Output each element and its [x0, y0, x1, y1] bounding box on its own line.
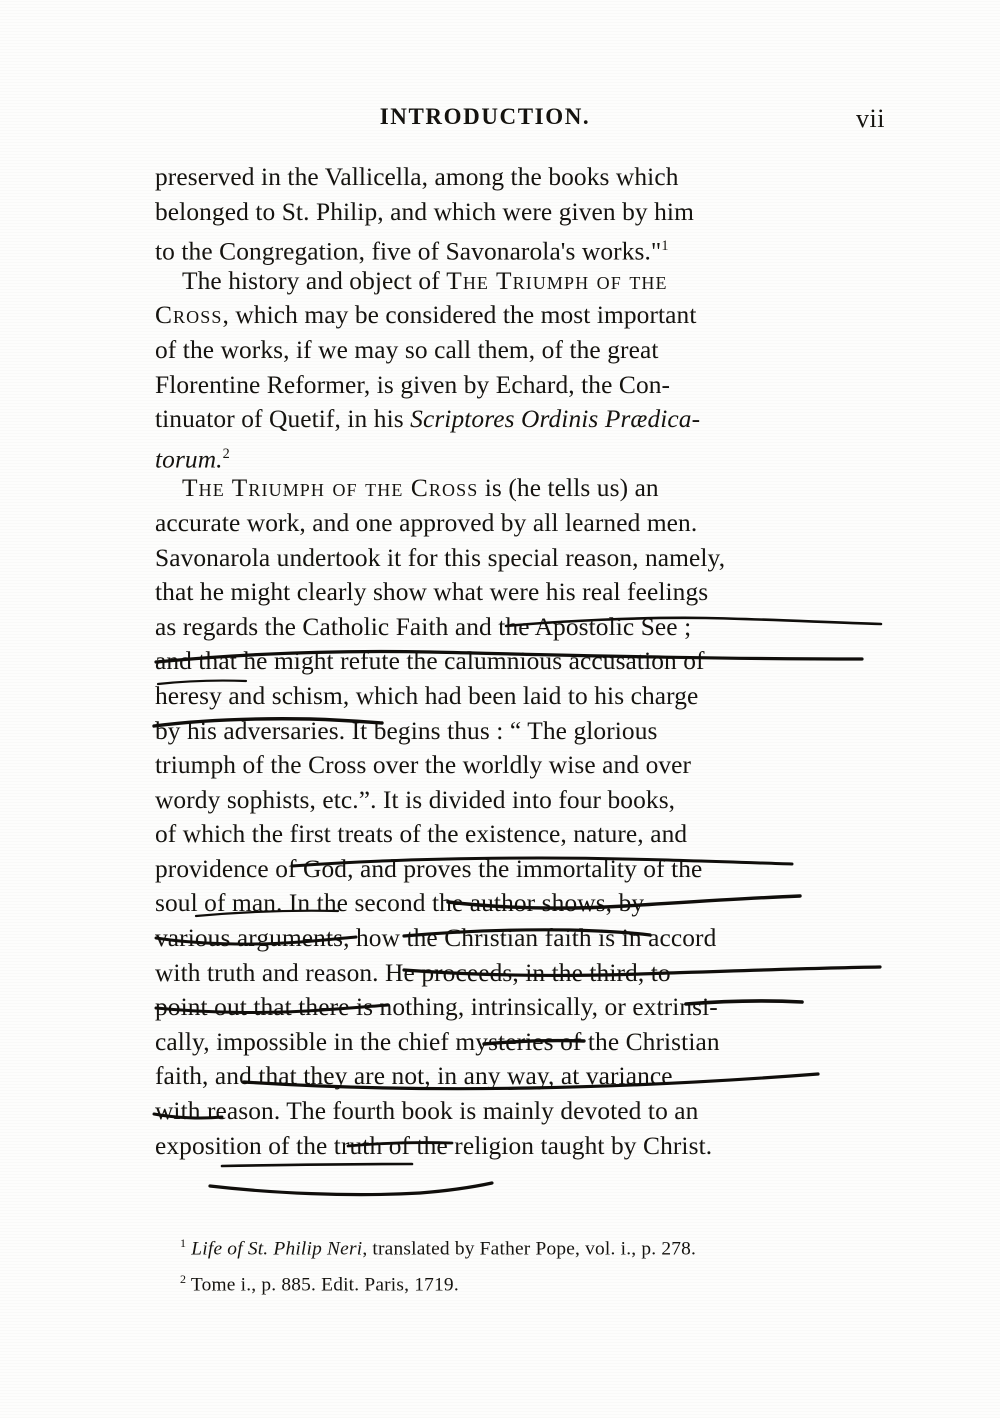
- text-line: [155, 679, 882, 714]
- text-line: [155, 160, 882, 195]
- text-run: accurate work, and one approved by all learned men.: [155, 508, 698, 537]
- text-line: [155, 748, 882, 783]
- running-head: [155, 104, 885, 138]
- text-line: [155, 783, 882, 818]
- text-run: faith, and that they are not, in any way, at variance: [155, 1062, 673, 1091]
- footnote-text: , translated by Father Pope, vol. i., p. 278.: [362, 1238, 697, 1260]
- text-line: [155, 817, 882, 852]
- text-line: [155, 990, 882, 1025]
- text-line: [155, 852, 882, 887]
- text-run: of the works, if we may so call them, of the great: [155, 335, 659, 364]
- footnote-2: [180, 1264, 900, 1300]
- footnote-reference: 2: [222, 445, 230, 462]
- text-run: providence of God, and proves the immortality of the: [155, 854, 703, 883]
- text-run: as regards the Catholic Faith and the Apostolic See ;: [155, 612, 692, 641]
- text-line: [155, 506, 882, 541]
- italic-title: Scriptores Ordinis Prædica-: [410, 405, 701, 434]
- text-run: by his adversaries. It begins thus : “ The glorious: [155, 716, 658, 745]
- text-line: [155, 714, 882, 749]
- text-run: belonged to St. Philip, and which were given by him: [155, 197, 694, 226]
- footnote-reference: 1: [661, 238, 669, 255]
- text-run: , which may be considered the most important: [222, 301, 697, 330]
- text-line: [155, 541, 882, 576]
- italic-title: torum.: [155, 445, 223, 474]
- text-line: [155, 298, 882, 333]
- text-line: [155, 368, 882, 403]
- text-run: heresy and schism, which had been laid to his charge: [155, 681, 699, 710]
- text-line: [155, 264, 882, 299]
- text-run: wordy sophists, etc.”. It is divided into four books,: [155, 785, 676, 814]
- text-line: [155, 921, 882, 956]
- text-line: [155, 195, 882, 230]
- text-run: is (he tells us) an: [478, 474, 659, 503]
- text-run: with truth and reason. He proceeds, in the third, to: [155, 958, 671, 987]
- text-run: of which the first treats of the existence, nature, and: [155, 820, 688, 849]
- text-line: [155, 1025, 882, 1060]
- text-line: [155, 575, 882, 610]
- footnote-title: Life of St. Philip Neri: [191, 1238, 363, 1260]
- footnote-marker: 1: [180, 1236, 187, 1250]
- text-run: and that he might refute the calumnious accusation of: [155, 647, 705, 676]
- text-line: [155, 956, 882, 991]
- text-run: preserved in the Vallicella, among the books which: [155, 163, 679, 191]
- text-run: tinuator of Quetif, in his: [155, 405, 411, 434]
- underline-mark: [210, 1183, 492, 1195]
- text-run: that he might clearly show what were his real feelings: [155, 578, 709, 607]
- text-run: Florentine Reformer, is given by Echard, the Con-: [155, 370, 671, 399]
- page-folio-number: vii: [856, 104, 885, 133]
- text-run: soul of man. In the second the author shows, by: [155, 889, 645, 918]
- text-run: point out that there is nothing, intrinsically, or extrinsi-: [155, 993, 718, 1022]
- text-line: [155, 1059, 882, 1094]
- text-line: [155, 644, 882, 679]
- text-run: triumph of the Cross over the worldly wise and over: [155, 751, 692, 780]
- footnote-1: [180, 1228, 900, 1264]
- small-caps-title: Cross: [155, 301, 223, 330]
- footnote-block: [180, 1228, 900, 1301]
- text-run: exposition of the truth of the religion taught by Christ.: [155, 1131, 713, 1160]
- text-run: Savonarola undertook it for this special reason, namely,: [155, 543, 726, 572]
- text-line: [155, 471, 882, 506]
- small-caps-title: The Triumph of the: [446, 266, 668, 295]
- text-line: [155, 610, 882, 645]
- text-line: [155, 437, 882, 472]
- body-text-block: [155, 160, 882, 1163]
- running-head-title: INTRODUCTION.: [379, 104, 591, 129]
- text-line: [155, 1129, 882, 1164]
- text-run: The history and object of: [182, 266, 447, 295]
- text-line: [155, 886, 882, 921]
- text-line: [155, 402, 882, 437]
- text-run: with reason. The fourth book is mainly devoted to an: [155, 1097, 699, 1126]
- text-run: to the Congregation, five of Savonarola's works.": [155, 237, 662, 266]
- footnote-text: Tome i., p. 885. Edit. Paris, 1719.: [190, 1274, 459, 1296]
- text-line: [155, 333, 882, 368]
- small-caps-title: The Triumph of the Cross: [182, 474, 479, 503]
- strikethrough-mark: [222, 1164, 412, 1166]
- text-run: various arguments, how the Christian faith is in accord: [155, 924, 717, 953]
- text-line: [155, 1094, 882, 1129]
- text-line: [155, 229, 882, 264]
- footnote-marker: 2: [180, 1272, 187, 1287]
- text-run: cally, impossible in the chief mysteries of the Christian: [155, 1027, 720, 1056]
